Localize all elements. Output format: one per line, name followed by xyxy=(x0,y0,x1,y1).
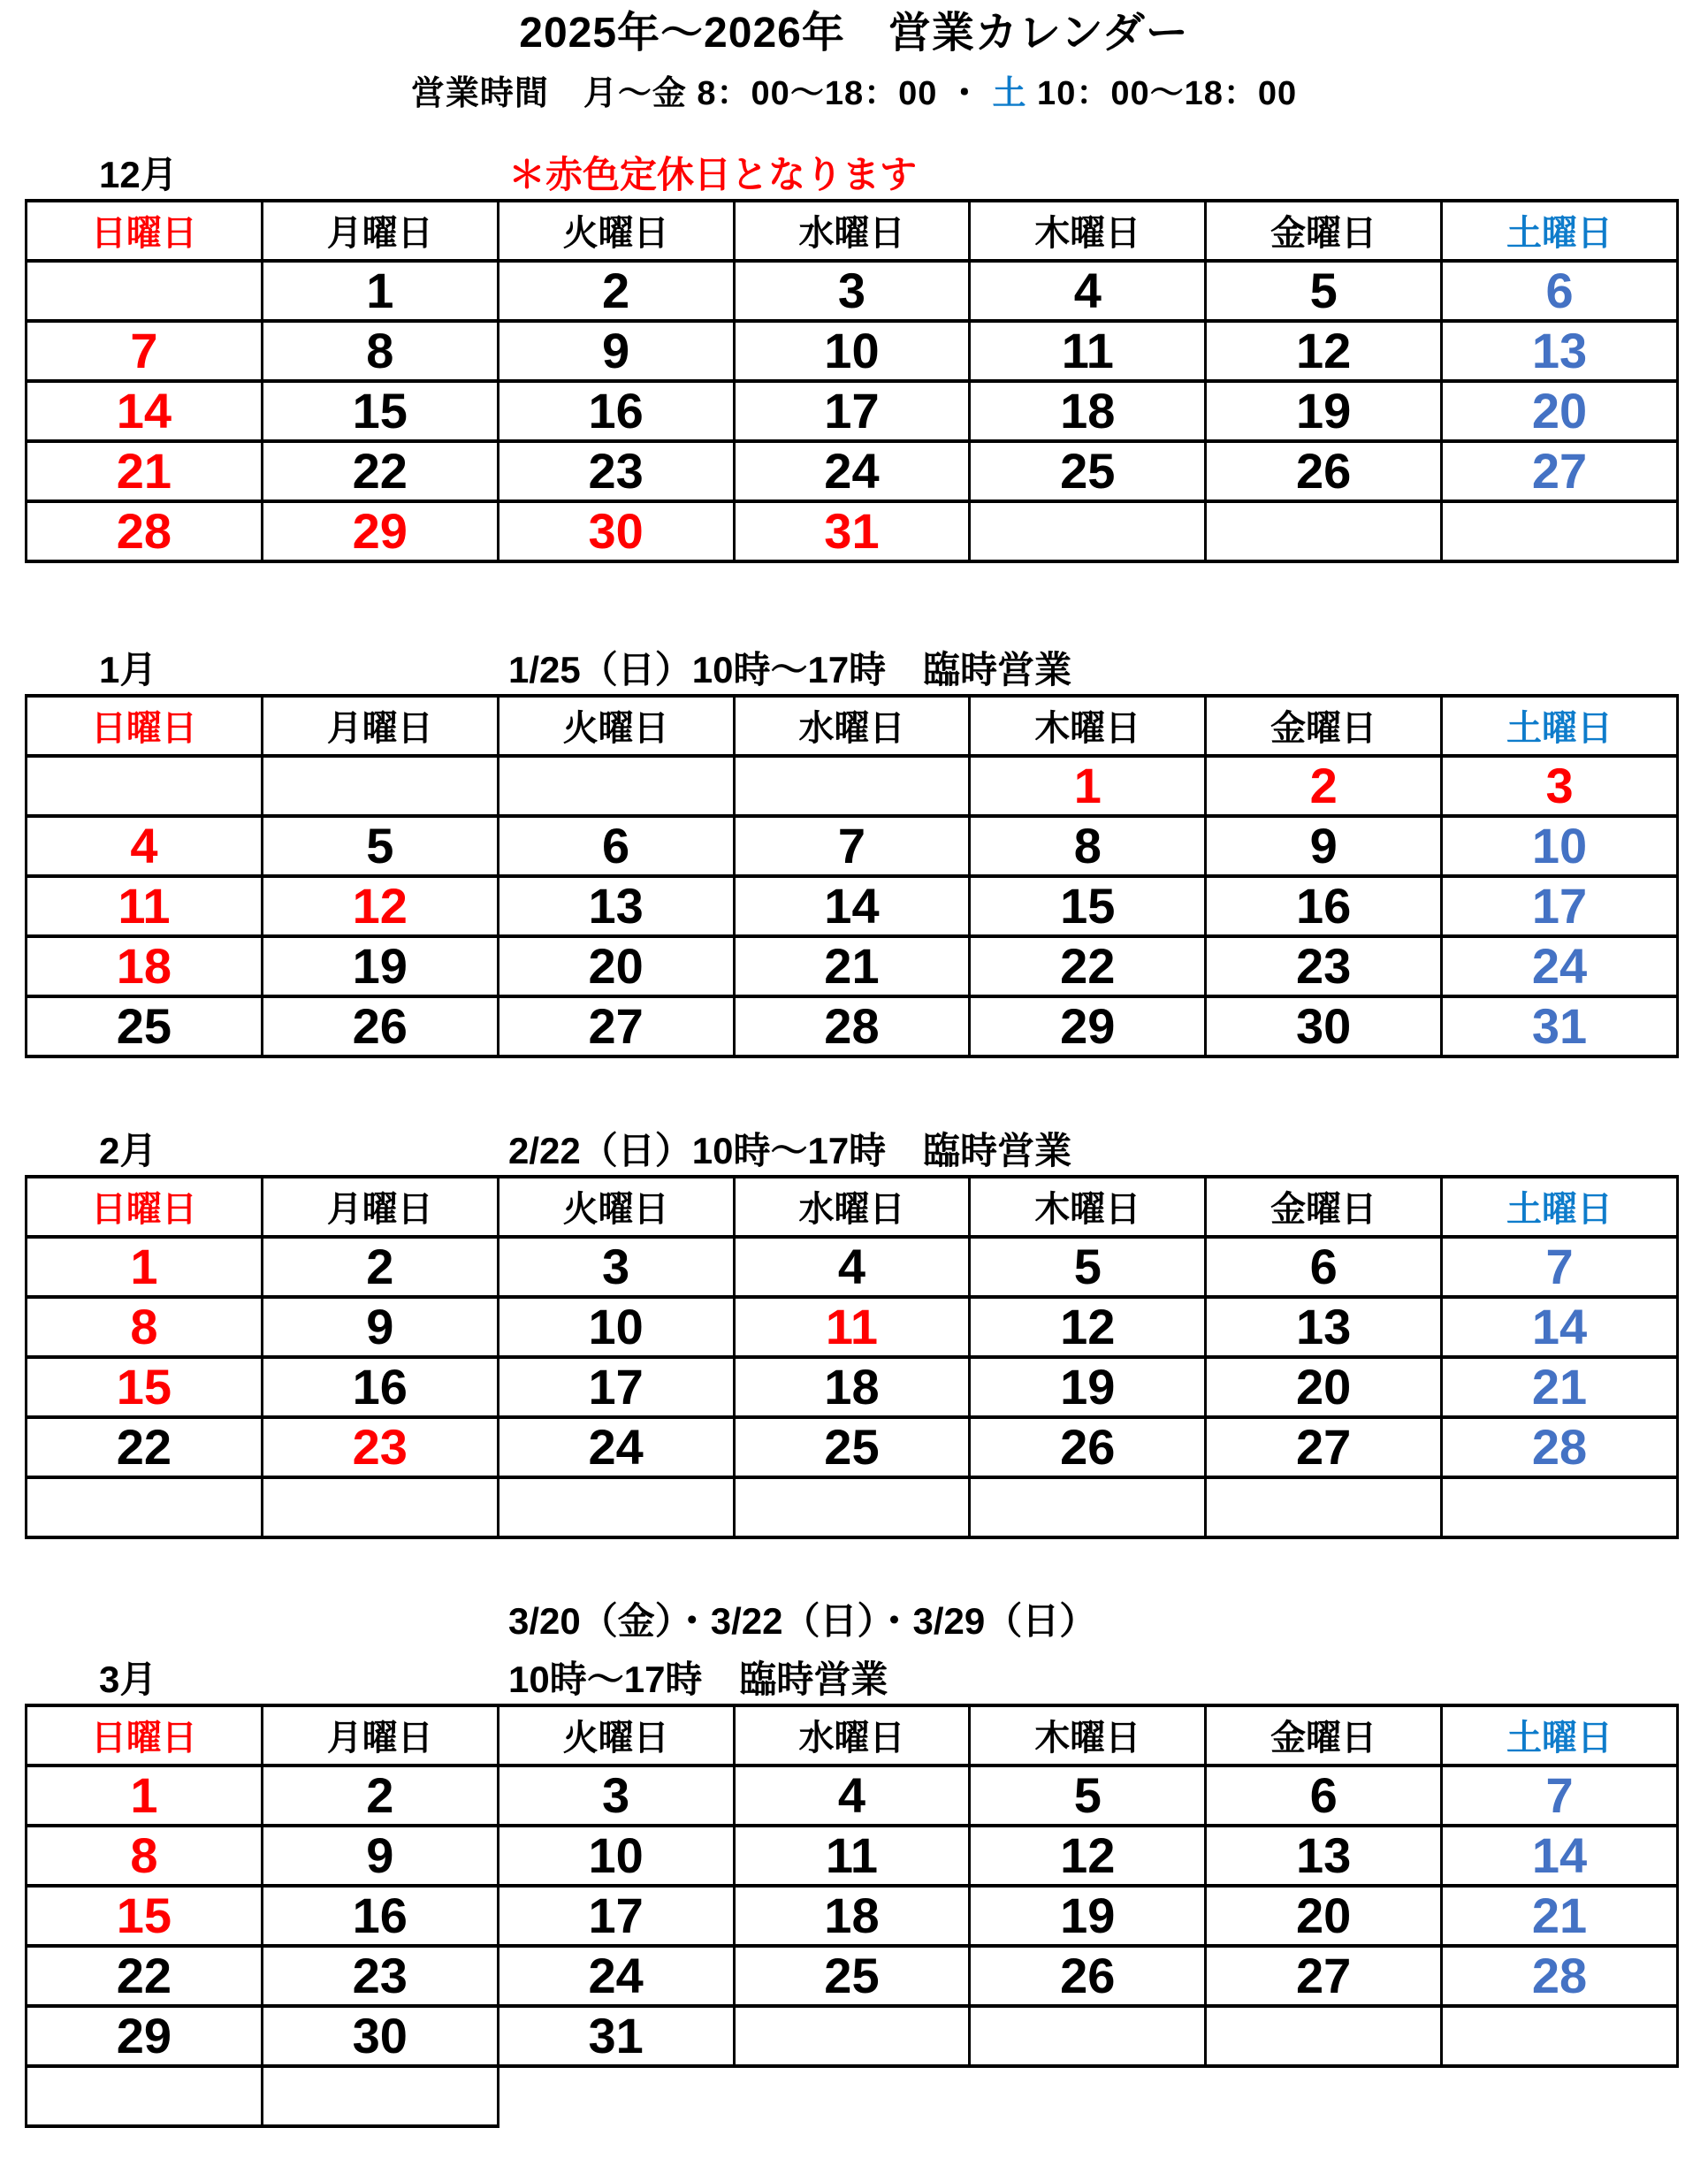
weekday-header: 水曜日 xyxy=(734,696,970,756)
month-section-january xyxy=(0,641,1708,1058)
day-cell: 3 xyxy=(734,261,970,321)
special-hours-note: 10時～17時 臨時営業 xyxy=(508,1658,888,1700)
day-cell: 11 xyxy=(734,1826,970,1886)
weekday-header: 月曜日 xyxy=(262,1177,498,1237)
week-row xyxy=(27,1826,1678,1886)
day-cell: 7 xyxy=(734,816,970,876)
day-cell: 20 xyxy=(1206,1886,1442,1946)
weekday-header: 火曜日 xyxy=(498,1705,734,1766)
special-hours-note-line1-wrap xyxy=(0,1592,1708,1642)
day-cell: 27 xyxy=(1206,1946,1442,2006)
calendar-table-february xyxy=(25,1175,1679,1539)
weekday-header-row xyxy=(27,201,1678,261)
weekday-header: 月曜日 xyxy=(262,696,498,756)
weekday-header: 金曜日 xyxy=(1206,201,1442,261)
day-cell: 17 xyxy=(734,381,970,441)
day-cell: 24 xyxy=(734,441,970,501)
business-hours-saturday-char: 土 xyxy=(992,75,1027,113)
day-cell: 25 xyxy=(734,1946,970,2006)
ghost-cell xyxy=(734,2066,970,2126)
day-cell: 5 xyxy=(970,1766,1206,1826)
empty-day-cell xyxy=(1206,1477,1442,1537)
weekday-header: 日曜日 xyxy=(27,1705,263,1766)
calendar-months-container xyxy=(0,146,1708,2128)
day-cell: 16 xyxy=(262,1357,498,1417)
day-cell: 22 xyxy=(970,936,1206,996)
day-cell: 17 xyxy=(498,1886,734,1946)
weekday-header: 火曜日 xyxy=(498,1177,734,1237)
day-cell: 28 xyxy=(1442,1946,1678,2006)
week-row xyxy=(27,501,1678,561)
month-label-row xyxy=(0,1122,1708,1171)
day-cell: 28 xyxy=(734,996,970,1056)
day-cell: 26 xyxy=(1206,441,1442,501)
day-cell: 21 xyxy=(1442,1886,1678,1946)
empty-day-cell xyxy=(27,1477,263,1537)
day-cell: 4 xyxy=(734,1237,970,1297)
day-cell: 8 xyxy=(27,1826,263,1886)
day-cell: 4 xyxy=(27,816,263,876)
weekday-header: 木曜日 xyxy=(970,201,1206,261)
week-row xyxy=(27,2006,1678,2066)
day-cell: 31 xyxy=(498,2006,734,2066)
weekday-header: 日曜日 xyxy=(27,1177,263,1237)
day-cell: 12 xyxy=(262,876,498,936)
week-row xyxy=(27,1237,1678,1297)
day-cell: 10 xyxy=(498,1826,734,1886)
day-cell: 27 xyxy=(1442,441,1678,501)
day-cell: 9 xyxy=(498,321,734,381)
day-cell: 22 xyxy=(27,1417,263,1477)
day-cell: 2 xyxy=(1206,756,1442,816)
day-cell: 10 xyxy=(1442,816,1678,876)
empty-day-cell xyxy=(734,2006,970,2066)
special-hours-note: 1/25（日）10時～17時 臨時営業 xyxy=(508,648,1072,690)
day-cell: 15 xyxy=(27,1886,263,1946)
empty-day-cell xyxy=(262,1477,498,1537)
day-cell: 14 xyxy=(27,381,263,441)
empty-day-cell xyxy=(970,1477,1206,1537)
day-cell: 4 xyxy=(970,261,1206,321)
day-cell: 9 xyxy=(262,1297,498,1357)
day-cell: 24 xyxy=(498,1946,734,2006)
day-cell: 3 xyxy=(1442,756,1678,816)
month-label-row xyxy=(0,1651,1708,1700)
day-cell: 20 xyxy=(498,936,734,996)
day-cell: 22 xyxy=(27,1946,263,2006)
calendar-table-march xyxy=(25,1704,1679,2128)
weekday-header-row xyxy=(27,1705,1678,1766)
day-cell: 1 xyxy=(970,756,1206,816)
day-cell: 16 xyxy=(262,1886,498,1946)
week-row xyxy=(27,1766,1678,1826)
day-cell: 19 xyxy=(1206,381,1442,441)
day-cell: 13 xyxy=(1442,321,1678,381)
day-cell: 20 xyxy=(1206,1357,1442,1417)
empty-day-cell xyxy=(498,1477,734,1537)
month-label-row xyxy=(0,641,1708,690)
weekday-header: 水曜日 xyxy=(734,1705,970,1766)
week-row xyxy=(27,261,1678,321)
week-row xyxy=(27,441,1678,501)
day-cell: 25 xyxy=(970,441,1206,501)
week-row xyxy=(27,816,1678,876)
week-row xyxy=(27,1417,1678,1477)
day-cell: 6 xyxy=(498,816,734,876)
day-cell: 26 xyxy=(970,1946,1206,2006)
weekday-header: 木曜日 xyxy=(970,696,1206,756)
day-cell: 16 xyxy=(498,381,734,441)
day-cell: 30 xyxy=(498,501,734,561)
day-cell: 12 xyxy=(970,1297,1206,1357)
business-hours-saturday-time: 10：00～18：00 xyxy=(1026,75,1298,113)
week-row xyxy=(27,381,1678,441)
day-cell: 30 xyxy=(1206,996,1442,1056)
ghost-cell xyxy=(498,2066,734,2126)
day-cell: 9 xyxy=(262,1826,498,1886)
day-cell: 29 xyxy=(970,996,1206,1056)
day-cell: 2 xyxy=(498,261,734,321)
day-cell: 28 xyxy=(1442,1417,1678,1477)
day-cell: 1 xyxy=(27,1237,263,1297)
day-cell: 15 xyxy=(970,876,1206,936)
empty-day-cell xyxy=(970,501,1206,561)
weekday-header: 土曜日 xyxy=(1442,201,1678,261)
weekday-header: 火曜日 xyxy=(498,201,734,261)
day-cell: 11 xyxy=(970,321,1206,381)
day-cell: 11 xyxy=(27,876,263,936)
day-cell: 19 xyxy=(970,1886,1206,1946)
special-hours-note-line1: 3/20（金）・3/22（日）・3/29（日） xyxy=(508,1599,1097,1642)
day-cell: 8 xyxy=(262,321,498,381)
day-cell: 1 xyxy=(262,261,498,321)
day-cell: 14 xyxy=(1442,1297,1678,1357)
day-cell: 24 xyxy=(498,1417,734,1477)
weekday-header: 木曜日 xyxy=(970,1705,1206,1766)
closed-days-legend: ＊赤色定休日となります xyxy=(508,153,918,195)
weekday-header: 土曜日 xyxy=(1442,1705,1678,1766)
empty-day-cell xyxy=(498,756,734,816)
empty-day-cell xyxy=(27,2066,263,2126)
weekday-header: 日曜日 xyxy=(27,201,263,261)
week-row xyxy=(27,876,1678,936)
day-cell: 7 xyxy=(1442,1766,1678,1826)
day-cell: 23 xyxy=(498,441,734,501)
week-row xyxy=(27,936,1678,996)
day-cell: 13 xyxy=(498,876,734,936)
week-row xyxy=(27,1946,1678,2006)
day-cell: 19 xyxy=(262,936,498,996)
weekday-header: 日曜日 xyxy=(27,696,263,756)
month-label-march: 3月 xyxy=(99,1658,157,1700)
day-cell: 10 xyxy=(498,1297,734,1357)
empty-day-cell xyxy=(27,261,263,321)
weekday-header: 金曜日 xyxy=(1206,1705,1442,1766)
day-cell: 23 xyxy=(262,1417,498,1477)
day-cell: 27 xyxy=(498,996,734,1056)
day-cell: 2 xyxy=(262,1237,498,1297)
day-cell: 18 xyxy=(734,1886,970,1946)
day-cell: 25 xyxy=(734,1417,970,1477)
day-cell: 4 xyxy=(734,1766,970,1826)
weekday-header: 月曜日 xyxy=(262,1705,498,1766)
weekday-header: 水曜日 xyxy=(734,1177,970,1237)
day-cell: 6 xyxy=(1206,1766,1442,1826)
ghost-cell xyxy=(1206,2066,1442,2126)
empty-day-cell xyxy=(27,756,263,816)
day-cell: 21 xyxy=(734,936,970,996)
business-hours-line xyxy=(0,75,1708,114)
day-cell: 24 xyxy=(1442,936,1678,996)
special-hours-note: 2/22（日）10時～17時 臨時営業 xyxy=(508,1129,1072,1171)
empty-day-cell xyxy=(970,2006,1206,2066)
empty-day-cell xyxy=(734,1477,970,1537)
ghost-cell xyxy=(970,2066,1206,2126)
day-cell: 12 xyxy=(970,1826,1206,1886)
day-cell: 21 xyxy=(1442,1357,1678,1417)
weekday-header: 金曜日 xyxy=(1206,1177,1442,1237)
day-cell: 7 xyxy=(1442,1237,1678,1297)
week-row xyxy=(27,1357,1678,1417)
day-cell: 18 xyxy=(734,1357,970,1417)
day-cell: 25 xyxy=(27,996,263,1056)
empty-day-cell xyxy=(1442,1477,1678,1537)
calendar-table-january xyxy=(25,694,1679,1058)
day-cell: 7 xyxy=(27,321,263,381)
day-cell: 13 xyxy=(1206,1297,1442,1357)
day-cell: 14 xyxy=(734,876,970,936)
day-cell: 13 xyxy=(1206,1826,1442,1886)
day-cell: 5 xyxy=(1206,261,1442,321)
week-row xyxy=(27,1297,1678,1357)
weekday-header-row xyxy=(27,696,1678,756)
day-cell: 27 xyxy=(1206,1417,1442,1477)
week-row xyxy=(27,2066,1678,2126)
month-section-march xyxy=(0,1592,1708,2128)
weekday-header: 金曜日 xyxy=(1206,696,1442,756)
day-cell: 11 xyxy=(734,1297,970,1357)
month-label-december: 12月 xyxy=(99,153,178,195)
weekday-header: 土曜日 xyxy=(1442,1177,1678,1237)
day-cell: 16 xyxy=(1206,876,1442,936)
month-label-january: 1月 xyxy=(99,648,157,690)
week-row xyxy=(27,1886,1678,1946)
weekday-header-row xyxy=(27,1177,1678,1237)
day-cell: 30 xyxy=(262,2006,498,2066)
day-cell: 8 xyxy=(970,816,1206,876)
weekday-header: 月曜日 xyxy=(262,201,498,261)
page-title: 2025年～2026年 営業カレンダー xyxy=(519,10,1189,57)
day-cell: 3 xyxy=(498,1766,734,1826)
day-cell: 5 xyxy=(970,1237,1206,1297)
day-cell: 6 xyxy=(1206,1237,1442,1297)
month-label-row xyxy=(0,146,1708,195)
day-cell: 18 xyxy=(27,936,263,996)
day-cell: 15 xyxy=(27,1357,263,1417)
week-row xyxy=(27,1477,1678,1537)
calendar-table-december xyxy=(25,199,1679,563)
day-cell: 23 xyxy=(262,1946,498,2006)
month-section-december xyxy=(0,146,1708,563)
empty-day-cell xyxy=(262,2066,498,2126)
day-cell: 31 xyxy=(1442,996,1678,1056)
day-cell: 14 xyxy=(1442,1826,1678,1886)
week-row xyxy=(27,321,1678,381)
day-cell: 22 xyxy=(262,441,498,501)
day-cell: 26 xyxy=(262,996,498,1056)
day-cell: 29 xyxy=(27,2006,263,2066)
day-cell: 9 xyxy=(1206,816,1442,876)
day-cell: 8 xyxy=(27,1297,263,1357)
day-cell: 31 xyxy=(734,501,970,561)
day-cell: 28 xyxy=(27,501,263,561)
month-label-february: 2月 xyxy=(99,1129,157,1171)
day-cell: 29 xyxy=(262,501,498,561)
week-row xyxy=(27,996,1678,1056)
day-cell: 15 xyxy=(262,381,498,441)
weekday-header: 木曜日 xyxy=(970,1177,1206,1237)
day-cell: 17 xyxy=(498,1357,734,1417)
empty-day-cell xyxy=(734,756,970,816)
day-cell: 12 xyxy=(1206,321,1442,381)
month-section-february xyxy=(0,1122,1708,1539)
day-cell: 10 xyxy=(734,321,970,381)
day-cell: 26 xyxy=(970,1417,1206,1477)
day-cell: 3 xyxy=(498,1237,734,1297)
day-cell: 2 xyxy=(262,1766,498,1826)
empty-day-cell xyxy=(1442,2006,1678,2066)
day-cell: 19 xyxy=(970,1357,1206,1417)
day-cell: 1 xyxy=(27,1766,263,1826)
day-cell: 6 xyxy=(1442,261,1678,321)
empty-day-cell xyxy=(1442,501,1678,561)
weekday-header: 水曜日 xyxy=(734,201,970,261)
day-cell: 21 xyxy=(27,441,263,501)
day-cell: 23 xyxy=(1206,936,1442,996)
day-cell: 18 xyxy=(970,381,1206,441)
weekday-header: 土曜日 xyxy=(1442,696,1678,756)
weekday-header: 火曜日 xyxy=(498,696,734,756)
day-cell: 20 xyxy=(1442,381,1678,441)
empty-day-cell xyxy=(1206,2006,1442,2066)
empty-day-cell xyxy=(262,756,498,816)
day-cell: 5 xyxy=(262,816,498,876)
day-cell: 17 xyxy=(1442,876,1678,936)
empty-day-cell xyxy=(1206,501,1442,561)
business-hours-weekdays: 営業時間 月～金 8：00～18：00 ・ xyxy=(410,75,993,113)
ghost-cell xyxy=(1442,2066,1678,2126)
week-row xyxy=(27,756,1678,816)
